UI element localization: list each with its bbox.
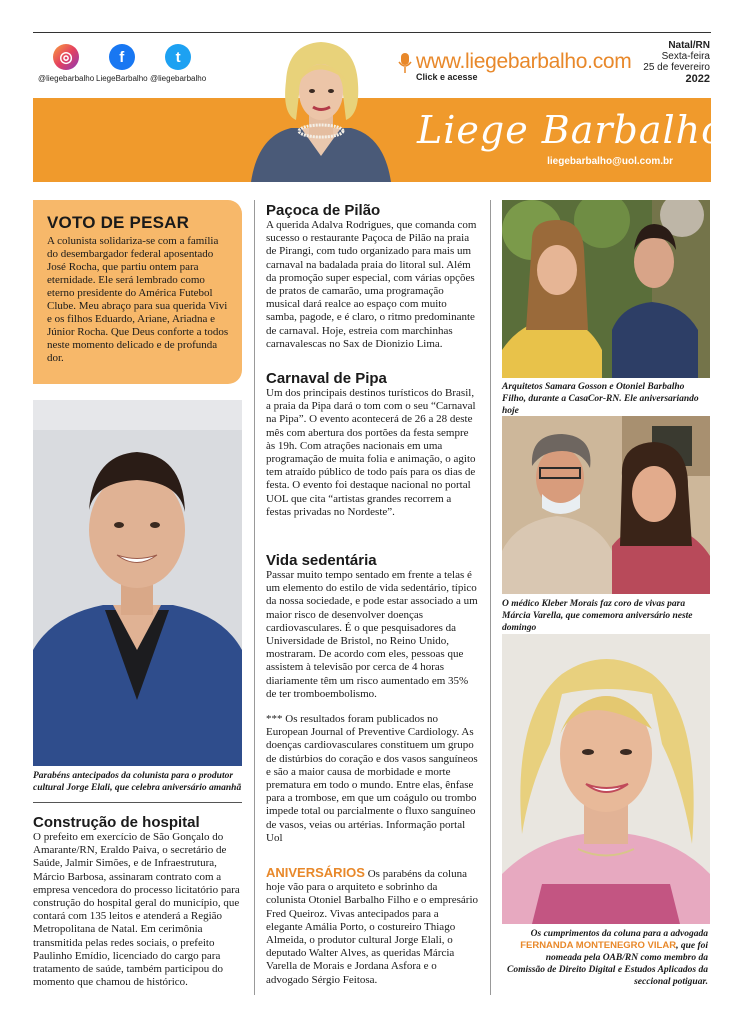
- voto-pesar-body: A colunista solidariza-se com a família do desembargador federal aposentado José Rocha, que partiu ontem para eternidade. Ele será lembrado como eterno presidente do América Futebol Clube. Meu abraço para sua querida Vivi e os filhos Eduardo, Ariane, Ariadna e Júnior Rocha. Que Deus conforte a todos neste momento delicado e de profunda dor.: [47, 235, 229, 364]
- facebook-handle: LiegeBarbalho: [96, 74, 148, 83]
- twitter-icon: t: [165, 44, 191, 70]
- photo-jorge-elali: [33, 400, 242, 766]
- divider: [33, 802, 242, 803]
- aniversarios-title: ANIVERSÁRIOS: [266, 865, 365, 880]
- vida-title: Vida sedentária: [266, 552, 377, 569]
- day-month: 25 de fevereiro: [643, 62, 710, 73]
- aniversarios-body: Os parabéns da coluna hoje vão para o arquiteto e sobrinho da colunista Otoniel Barbalho Filho e o empresário Fred Queiroz. Vivas antecipados para a elegante Amália Porto, o costureiro Thiago Almeida, o produtor cultural Jorge Elali, o deputado Walter Alves, as queridas Márcia Varella de Morais e Jordana Asfora e o advogado Sérgio Feitosa.: [266, 868, 479, 986]
- article-aniversarios: [266, 866, 478, 987]
- site-url: www.liegebarbalho.com: [416, 50, 632, 73]
- year: 2022: [685, 73, 710, 85]
- instagram-icon: ◎: [53, 44, 79, 70]
- pacoca-title: Paçoca de Pilão: [266, 202, 381, 219]
- facebook-link[interactable]: [96, 44, 148, 83]
- click-label: Click e acesse: [416, 72, 478, 82]
- caption-kleber-marcia: O médico Kleber Morais faz coro de vivas para Márcia Varella, que comemora aniversário neste domingo: [502, 599, 693, 633]
- columnist-email[interactable]: liegebarbalho@uol.com.br: [547, 156, 673, 167]
- article-carnaval: [266, 370, 478, 519]
- weekday: Sexta-feira: [661, 51, 710, 62]
- city: Natal/RN: [668, 40, 710, 51]
- carnaval-title: Carnaval de Pipa: [266, 370, 387, 387]
- caption-fernanda-name: FERNANDA MONTENEGRO VILAR: [520, 940, 677, 951]
- caption-samara-otoniel: Arquitetos Samara Gosson e Otoniel Barbalho Filho, durante a CasaCor-RN. Ele aniversariando hoje: [502, 382, 699, 416]
- site-link[interactable]: [398, 50, 632, 82]
- caption-fernanda-pre: Os cumprimentos da coluna para a advogada: [530, 929, 708, 939]
- dateline: [643, 40, 710, 85]
- column-separator: [254, 200, 255, 995]
- columnist-name: Liege Barbalho: [417, 108, 725, 152]
- article-construcao: [33, 814, 242, 989]
- vida-body-2: *** Os resultados foram publicados no European Journal of Preventive Cardiology. As doenças cardiovasculares constituem um grupo de distúrbios do coração e dos vasos sanguíneos e são a maior causa de morbidade e morte prematura em todo o mundo. Entre elas, ênfase para a trombose, em que um coágulo ou trombo impede total ou parcialmente o fluxo sanguíneo de vasos, veias ou artérias. Informação portal Uol: [266, 713, 478, 844]
- caption-fernanda: [506, 928, 708, 988]
- article-pacoca: [266, 202, 478, 351]
- twitter-handle: @liegebarbalho: [150, 74, 207, 83]
- instagram-link[interactable]: [38, 44, 94, 83]
- pacoca-body: A querida Adalva Rodrigues, que comanda com sucesso o restaurante Paçoca de Pilão na praia de Pirangi, com tudo organizado para mais um carnaval na badalada praia do litoral sul. Além da promoção super especial, com várias opções de pratos de camarão, uma programação musical dará realce ao espaço com muito samba, pagode, e é claro, o ritmo predominante de carnaval. Hoje, estreia com marchinhas carnavalescas no Sax de Dionizio Lima.: [266, 219, 477, 350]
- instagram-handle: @liegebarbalho: [38, 74, 95, 83]
- voto-pesar-box: [33, 200, 242, 384]
- top-rule: [33, 32, 711, 33]
- vida-body: Passar muito tempo sentado em frente a telas é um elemento do estilo de vida sedentário, típico da nossa sociedade, e pode estar associado a um maior risco de desenvolver doenças cardiovasculares. É o que pesquisadores da Universidade de Bristol, no Reino Unido, mostraram. De acordo com eles, pessoas que assistem à televisão por cerca de 4 horas diariamente têm um risco aumentado em 35% de ter tromboembolismo.: [266, 569, 478, 700]
- article-vida: [266, 552, 478, 845]
- column-separator: [490, 200, 491, 995]
- microphone-icon: [398, 52, 412, 74]
- voto-pesar-title: VOTO DE PESAR: [47, 213, 190, 232]
- photo-samara-otoniel: [502, 200, 710, 378]
- carnaval-body: Um dos principais destinos turísticos do Brasil, a praia da Pipa dará o tom com o seu “Carnaval na Pipa”. O evento acontecerá de 26 a 28 deste mês com abertura dos portões da festa sempre às 19h. Com atrações nacionais em uma programação de muita folia e animação, o agito tem atraído público de todo país para os dias de festa. O evento foi destaque nacional no portal UOL que cita “artistas grandes recorrem a festas privadas no Nordeste”.: [266, 387, 476, 518]
- photo-kleber-marcia: [502, 416, 710, 594]
- photo-fernanda: [502, 634, 710, 924]
- caption-fernanda-post: , que foi nomeada pela OAB/RN como membro da Comissão de Direito Digital e Estudos Aplicados da seccional potiguar.: [506, 941, 708, 987]
- twitter-link[interactable]: [150, 44, 206, 83]
- construcao-title: Construção de hospital: [33, 814, 200, 831]
- columnist-portrait: [246, 36, 396, 182]
- facebook-icon: f: [109, 44, 135, 70]
- caption-jorge-elali: Parabéns antecipados da colunista para o produtor cultural Jorge Elali, que celebra aniversário amanhã: [33, 771, 242, 793]
- construcao-body: O prefeito em exercício de São Gonçalo do Amarante/RN, Eraldo Paiva, o secretário de Saúde, Jalmir Simões, e de Infraestrutura, Márcio Barbosa, assinaram contrato com a empresa vencedora do processo licitatório para construção do hospital geral do município, que contará com 135 leitos e atenderá a Região Metropolitana de Natal. Em cerimônia transmitida pelas redes sociais, o prefeito Paulinho Emídio, licenciado do cargo para tratamento de saúde, também participou do momento que chamou de histórico.: [33, 831, 240, 989]
